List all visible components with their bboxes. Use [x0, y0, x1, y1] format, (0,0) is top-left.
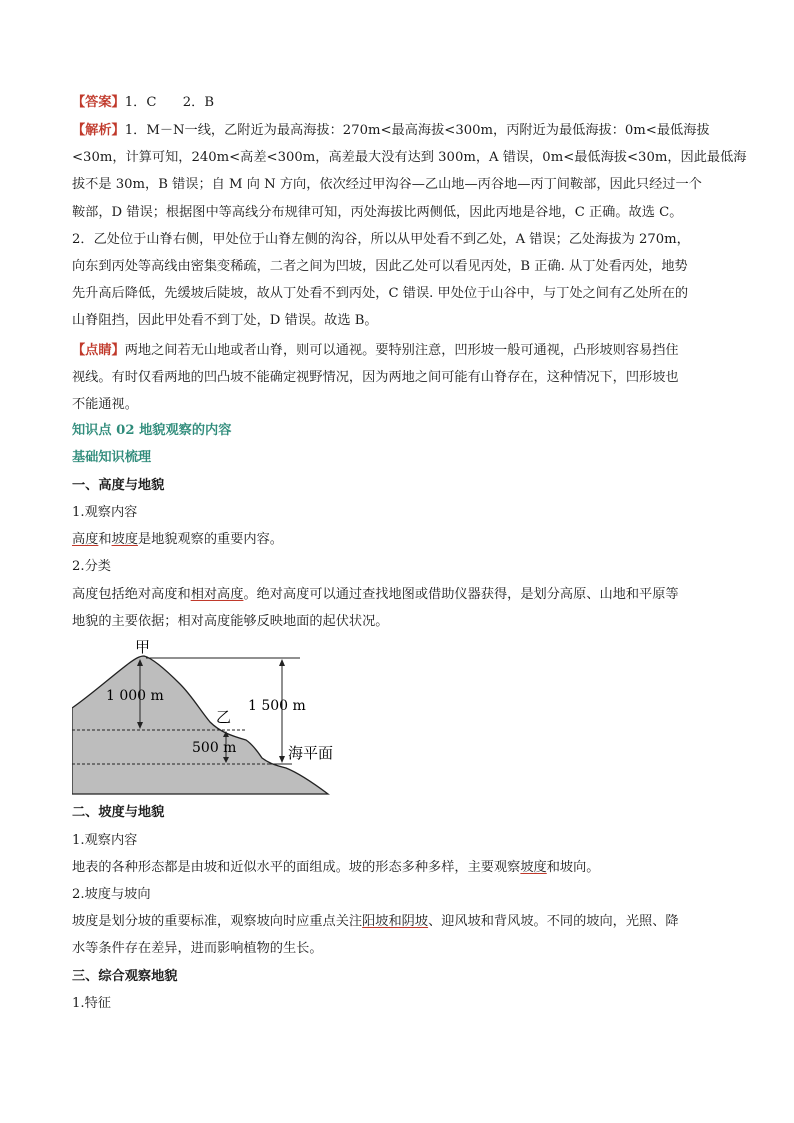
analysis-line-4: 鞍部，D 错误；根据图中等高线分布规律可知，丙处海拔比两侧低，因此丙地是谷地，C 正确。故选 C。: [72, 204, 683, 220]
answer-tag: 【答案】: [72, 95, 125, 110]
answer-line: [72, 89, 724, 116]
analysis-tag: 【解析】: [72, 123, 125, 138]
section1-item2: 2.分类: [72, 559, 111, 574]
label-1000: 1 000 m: [106, 688, 164, 704]
item1-rest: 是地貌观察的重要内容。: [137, 532, 283, 547]
tip-line-2: 视线。有时仅看两地的凹凸坡不能确定视野情况，因为两地之间可能有山脊存在，这种情况下，凹形坡也: [72, 370, 679, 386]
item2-line-2: 地貌的主要依据；相对高度能够反映地面的起伏状况。: [72, 614, 389, 630]
knowledge-title: 知识点 02 地貌观察的内容: [72, 423, 232, 438]
arrow-1500-head-bottom: [279, 756, 285, 763]
s2-item2-post: 、迎风坡和背风坡。不同的坡向，光照、降: [428, 914, 679, 929]
term-slope-degree: 坡度: [520, 860, 547, 875]
term-relative-height: 相对高度: [190, 587, 244, 602]
section2-item2-text: [72, 908, 724, 962]
section3-heading: 三、综合观察地貌: [72, 969, 178, 984]
and-text: 和: [98, 532, 112, 547]
knowledge-subtitle: 基础知识梳理: [72, 450, 152, 465]
section2-item1-text: [72, 854, 724, 881]
analysis-line-5: 2．乙处位于山脊右侧，甲处位于山脊左侧的沟谷，所以从甲处看不到乙处，A 错误；乙处海拔为 270m，: [72, 231, 690, 247]
answer-text: 1．C 2．B: [124, 95, 215, 110]
section1-item2-text: [72, 581, 724, 635]
label-1500: 1 500 m: [248, 698, 306, 714]
section2-item2: 2.坡度与坡向: [72, 887, 151, 902]
analysis-block: [72, 117, 747, 335]
tip-text: 两地之间若无山地或者山脊，则可以通视。要特别注意，凹形坡一般可通视，凸形坡则容易挡住: [124, 343, 679, 358]
section1-item1-text: [72, 526, 724, 553]
analysis-line-1: [72, 117, 724, 144]
s2-item2-line-2: 水等条件存在差异，进而影响植物的生长。: [72, 941, 323, 957]
analysis-text: 1．M－N一线，乙附近为最高海拔：270m<最高海拔<300m，丙附近为最低海拔：0m<最低海拔: [124, 123, 710, 138]
label-500: 500 m: [192, 740, 237, 756]
section1-heading: 一、高度与地貌: [72, 478, 165, 493]
term-height: 高度: [72, 532, 99, 547]
tip-tag: 【点睛】: [72, 343, 125, 358]
label-jia: 甲: [135, 638, 151, 656]
arrow-1500-head-top: [279, 659, 285, 666]
section2-item1: 1.观察内容: [72, 833, 138, 848]
item2-line-1: [72, 581, 724, 608]
s2-item2-pre: 坡度是划分坡的重要标准，观察坡向时应重点关注: [72, 914, 363, 929]
term-sunny-shady: 阳坡和阴坡: [362, 914, 429, 929]
s2-item1-pre: 地表的各种形态都是由坡和近似水平的面组成。坡的形态多种多样，主要观察: [72, 860, 521, 875]
elevation-figure: [72, 636, 344, 796]
term-slope: 坡度: [111, 532, 138, 547]
tip-block: [72, 337, 724, 419]
tip-line-3: 不能通视。: [72, 397, 138, 413]
section1-item1: 1.观察内容: [72, 505, 138, 520]
item2-post: 。绝对高度可以通过查找地图或借助仪器获得，是划分高原、山地和平原等: [243, 587, 679, 602]
analysis-line-3: 拔不是 30m，B 错误；自 M 向 N 方向，依次经过甲沟谷—乙山地—丙谷地—丙丁间鞍部，因此只经过一个: [72, 177, 702, 193]
item2-pre: 高度包括绝对高度和: [72, 587, 191, 602]
label-sea-level: 海平面: [288, 744, 334, 762]
section3-item1: 1.特征: [72, 996, 111, 1011]
s2-item2-line-1: [72, 908, 724, 935]
analysis-line-6: 向东到丙处等高线由密集变稀疏，二者之间为凹坡，因此乙处可以看见丙处，B 正确. 从丁处看丙处，地势: [72, 259, 688, 275]
analysis-line-2: <30m，计算可知，240m<高差<300m，高差最大没有达到 300m，A 错误，0m<最低海拔<30m，因此最低海: [72, 150, 747, 166]
section2-heading: 二、坡度与地貌: [72, 805, 165, 820]
s2-item1-post: 和坡向。: [546, 860, 600, 875]
analysis-line-8: 山脊阻挡，因此甲处看不到丁处，D 错误。故选 B。: [72, 313, 378, 329]
terrain-shape: [72, 656, 328, 794]
label-yi: 乙: [216, 708, 232, 726]
elevation-diagram: [72, 636, 344, 796]
analysis-line-7: 先升高后降低，先缓坡后陡坡，故从丁处看不到丙处，C 错误. 甲处位于山谷中，与丁处之间有乙处所在的: [72, 286, 689, 302]
tip-line-1: [72, 337, 724, 364]
